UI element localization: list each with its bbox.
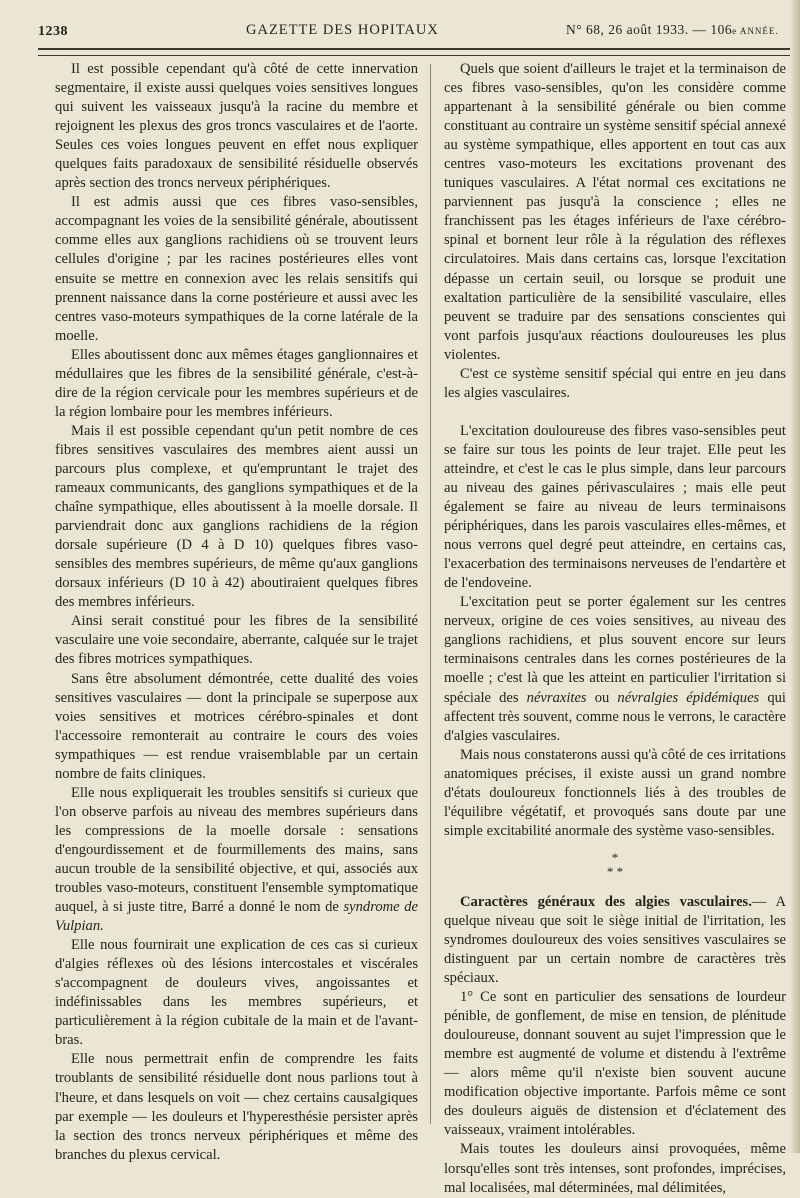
- asterism-top: *: [611, 849, 619, 865]
- left-column: [55, 60, 418, 1165]
- paragraph: Mais toutes les douleurs ainsi provoquées, même lorsqu'elles sont très intenses, sont profondes, imprécises, mal localisées, mal déterminées, mal délimitées,: [444, 1141, 786, 1196]
- paragraph-text: — A quelque niveau que soit le siège initial de l'irritation, les syndromes douloureux des voies sensitives vasculaires se distinguent par un certain nombre de caractères très spéciaux.: [444, 893, 786, 987]
- paragraph: Mais il est possible cependant qu'un petit nombre de ces fibres sensitives vasculaires des membres aient aussi un parcours plus complexe, et qu'empruntant le trajet des rameaux communicants, des ganglions sympathiques et de la chaîne sympathique, elles aboutissent à la moelle dorsale. Il parviendrait donc aux ganglions rachidiens de la région dorsale supérieure (D 4 à D 10) quelques fibres vaso-sensibles des membres supérieurs, de même qu'aux ganglions dorsaux inférieurs (D 10 à 42) aboutiraient quelques fibres des membres inférieurs.: [55, 422, 418, 611]
- section-heading: Caractères généraux des algies vasculaires.: [460, 893, 752, 910]
- paragraph-nevraxites: [444, 593, 786, 745]
- paragraph: Mais nous constaterons aussi qu'à côté de ces irritations anatomiques précises, il existe aussi un grand nombre d'états douloureux fonctionnels liés à des troubles de l'équilibre végétatif, et provoqués sans doute par une simple excitabilité anormale des système vaso-sensibles.: [444, 746, 786, 839]
- paragraph: Elle nous fournirait une explication de ces cas si curieux d'algies réflexes où des lésions intercostales et viscérales s'accompagnent de douleurs vives, angoissantes et indéfinissables dans les membres supérieurs, et particulièrement à la région cubitale de la main et de l'avant-bras.: [55, 937, 418, 1049]
- issue-date: N° 68, 26 août 1933. — 106: [566, 22, 733, 37]
- journal-title: GAZETTE DES HOPITAUX: [246, 22, 439, 38]
- term-nevralgies: névralgies épidémiques: [617, 689, 760, 706]
- paragraph: Il est admis aussi que ces fibres vaso-sensibles, accompagnant les voies de la sensibilité générale, aboutissent comme elles aux ganglions rachidiens où se trouvent leurs cellules d'origine ; par les racines postérieures elles vont ensuite se mettre en connexion avec les relais sensitifs qui prennent naissance dans la corne postérieure et aussi avec les centres vaso-moteurs sympathiques de la corne latérale de la moelle.: [55, 194, 418, 344]
- paragraph: Il est possible cependant qu'à côté de cette innervation segmentaire, il existe aussi quelques voies sensitives longues qui suivent les vaisseaux jusqu'à la racine du membre et rejoignent les plexus des gros troncs vasculaires et de l'aorte. Seules ces voies longues peuvent en effet nous expliquer quelques faits paradoxaux de sensibilité résiduelle observés après section des troncs nerveux périphériques.: [55, 61, 418, 192]
- paragraph: C'est ce système sensitif spécial qui entre en jeu dans les algies vasculaires.: [444, 365, 786, 401]
- paragraph-text: L'excitation peut se porter également sur les centres nerveux, origine de ces voies sensitives, au niveau des ganglions rachidiens, et plus souvent encore sur leurs terminaisons centrales dans les cornes postérieures de la moelle ; c'est là que les atteint en particulier l'irritation si spéciale des: [444, 594, 786, 706]
- page-number: 1238: [38, 24, 68, 39]
- syndrome-name: syndrome de Vulpian.: [55, 899, 418, 935]
- asterism-bottom: * *: [606, 863, 624, 879]
- right-column: [444, 60, 786, 1198]
- page-header: [38, 12, 788, 46]
- section-asterism: [444, 851, 786, 879]
- section-paragraph: [444, 893, 786, 988]
- paragraph-vulpian: [55, 784, 418, 936]
- paragraph: Elle nous permettrait enfin de comprendre les faits troublants de sensibilité résiduelle dont nous parlions tout à l'heure, et dans lesquels on voit — chez certains causalgiques par exemple — les douleurs et l'hyperesthésie persister après la section des troncs nerveux périphériques et même des branches du plexus cervical.: [55, 1051, 418, 1163]
- paragraph: Elles aboutissent donc aux mêmes étages ganglionnaires et médullaires que les fibres de la sensibilité générale, c'est-à-dire de la région cervicale pour les membres supérieurs et de la région lombaire pour les membres inférieurs.: [55, 346, 418, 420]
- paragraph-text: Elle nous expliquerait les troubles sensitifs si curieux que l'on observe parfois au niveau des membres supérieurs dans les compressions de la moelle dorsale : sensations d'engourdissement et de fourmillements des mains, sans aucun trouble de la sensibilité objective, et qui, associés aux troubles vaso-moteurs, constituent l'ensemble symptomatique auquel, à si juste titre, Barré a donné le nom de: [55, 784, 418, 916]
- paragraph: Sans être absolument démontrée, cette dualité des voies sensitives vasculaires — dont la principale se superpose aux voies sensitives et motrices cérébro-spinales et dont l'accessoire remonterait au contraire le cours des voies sympathiques — est rendue vraisemblable par un certain nombre de faits cliniques.: [55, 670, 418, 782]
- column-divider: [430, 64, 431, 1124]
- conjunction: ou: [594, 689, 610, 706]
- paragraph-text: qui affectent très souvent, comme nous le verrons, le caractère d'algies vasculaires.: [444, 689, 786, 744]
- header-rule: [38, 48, 790, 56]
- paragraph: 1° Ce sont en particulier des sensations de lourdeur pénible, de gonflement, de mise en tension, de plénitude douloureuse, donnant souvent au sujet l'impression que le membre est augmenté de volume et distendu à l'extrême — alors même qu'il n'existe bien souvent aucune modification objective importante. Parfois même ce sont des douleurs aiguës de distension et d'éclatement des vaisseaux, vraiment intolérables.: [444, 989, 786, 1139]
- paragraph: Ainsi serait constitué pour les fibres de la sensibilité vasculaire une voie secondaire, aberrante, calquée sur le trajet des fibres motrices sympathiques.: [55, 613, 418, 668]
- term-nevraxites: névraxites: [526, 689, 587, 706]
- issue-info: [566, 22, 779, 38]
- paragraph: L'excitation douloureuse des fibres vaso-sensibles peut se faire sur tous les points de leur trajet. Elle peut les atteindre, et c'est le cas le plus simple, dans leur parcours au niveau des gaines périvasculaires ; mais elle peut également se faire au niveau de leurs terminaisons périphériques, dans les parois vasculaires elles-mêmes, et nous verrons quel degré peut atteindre, en certains cas, l'exacerbation des terminaisons nerveuses de l'endartère et de l'endoveine.: [444, 422, 786, 592]
- paragraph: Quels que soient d'ailleurs le trajet et la terminaison de ces fibres vaso-sensibles, qu'on les considère comme appartenant à la sensibilité générale ou bien comme constituant au contraire un système sensitif spécial annexé au système sympathique, elles apportent en tout cas aux centres vaso-moteurs les excitations provenant des tuniques vasculaires. A l'état normal ces excitations ne parviennent pas jusqu'à la conscience ; elles ne franchissent pas les étages inférieurs de l'axe cérébro-spinal et bornent leur rôle à la régulation des réflexes circulatoires. Mais dans certains cas, lorsque l'excitation dépasse un certain seuil, ou lorsque se produit une exaltation particulière de la sensibilité vasculaire, elles peuvent se traduire par des sensations conscientes qui vont parfois jusqu'aux réactions douloureuses les plus violentes.: [444, 61, 786, 363]
- issue-year-suffix: e ANNÉE.: [732, 26, 779, 36]
- page-edge-shadow: [790, 0, 800, 1153]
